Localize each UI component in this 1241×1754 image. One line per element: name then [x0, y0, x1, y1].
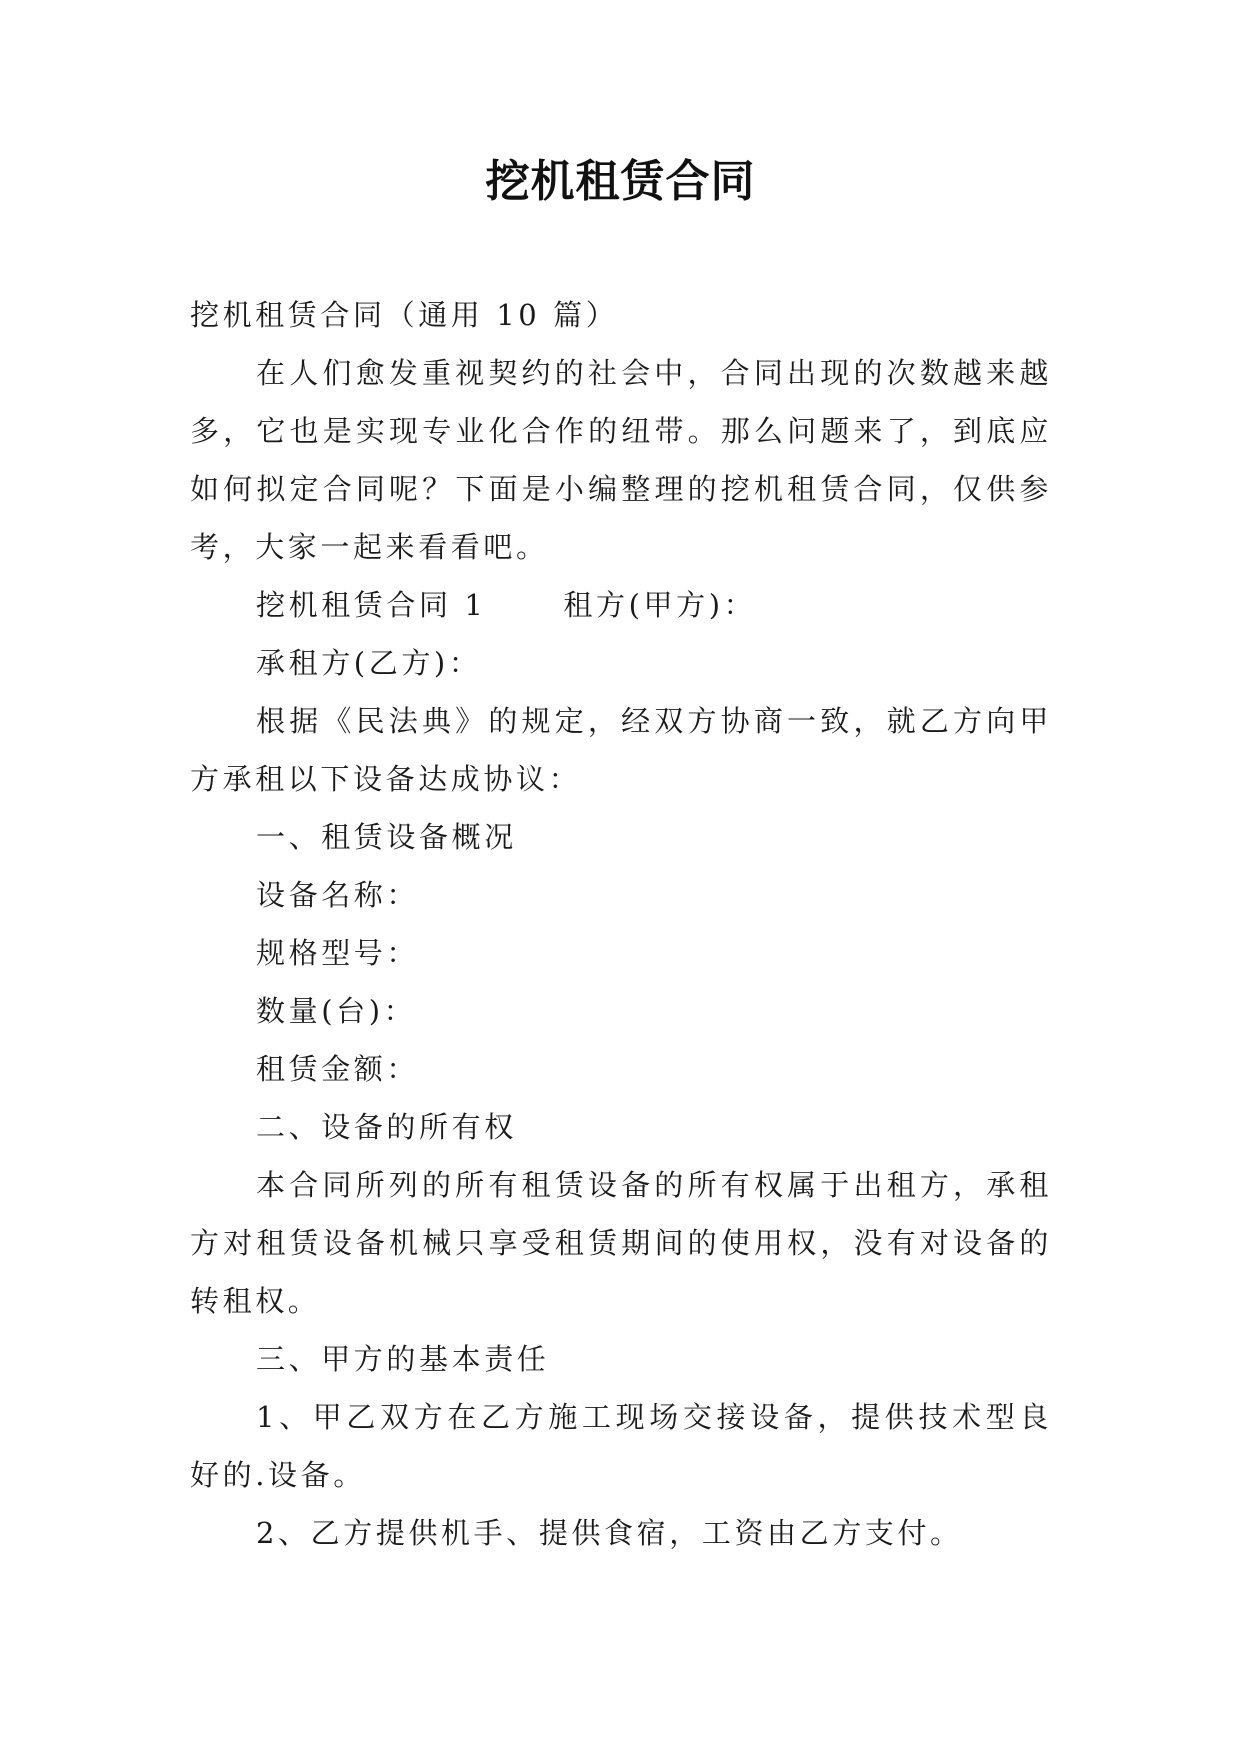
clause-1: 1、甲乙双方在乙方施工现场交接设备，提供技术型良好的.设备。 [190, 1400, 1052, 1492]
section-heading-ownership: 二、设备的所有权 [256, 1110, 517, 1144]
paragraph-contract-1-lessor: 挖机租赁合同 1 租方(甲方)： [256, 588, 757, 622]
paragraph-intro: 在人们愈发重视契约的社会中，合同出现的次数越来越多，它也是实现专业化合作的纽带。那么问题来了，到底应如何拟定合同呢？下面是小编整理的挖机租赁合同，仅供参考，大家一起来看看吧。 [190, 356, 1052, 564]
document-body [190, 286, 1052, 1562]
paragraph-lessee: 承租方(乙方)： [256, 646, 482, 680]
clause-2: 2、乙方提供机手、提供食宿，工资由乙方支付。 [256, 1516, 963, 1550]
section-heading-party-a-duties: 三、甲方的基本责任 [256, 1342, 550, 1376]
field-model-spec: 规格型号： [256, 936, 420, 970]
field-rental-amount: 租赁金额： [256, 1052, 420, 1086]
section-heading-equipment-overview: 一、租赁设备概况 [256, 820, 517, 854]
field-quantity: 数量(台)： [256, 994, 417, 1028]
document-title: 挖机租赁合同 [485, 156, 756, 207]
field-equipment-name: 设备名称： [256, 878, 420, 912]
paragraph-agreement-basis: 根据《民法典》的规定，经双方协商一致，就乙方向甲方承租以下设备达成协议： [190, 704, 1052, 796]
paragraph-ownership: 本合同所列的所有租赁设备的所有权属于出租方，承租方对租赁设备机械只享受租赁期间的使用权，没有对设备的转租权。 [190, 1168, 1052, 1318]
paragraph-subtitle: 挖机租赁合同（通用 10 篇） [190, 298, 619, 332]
